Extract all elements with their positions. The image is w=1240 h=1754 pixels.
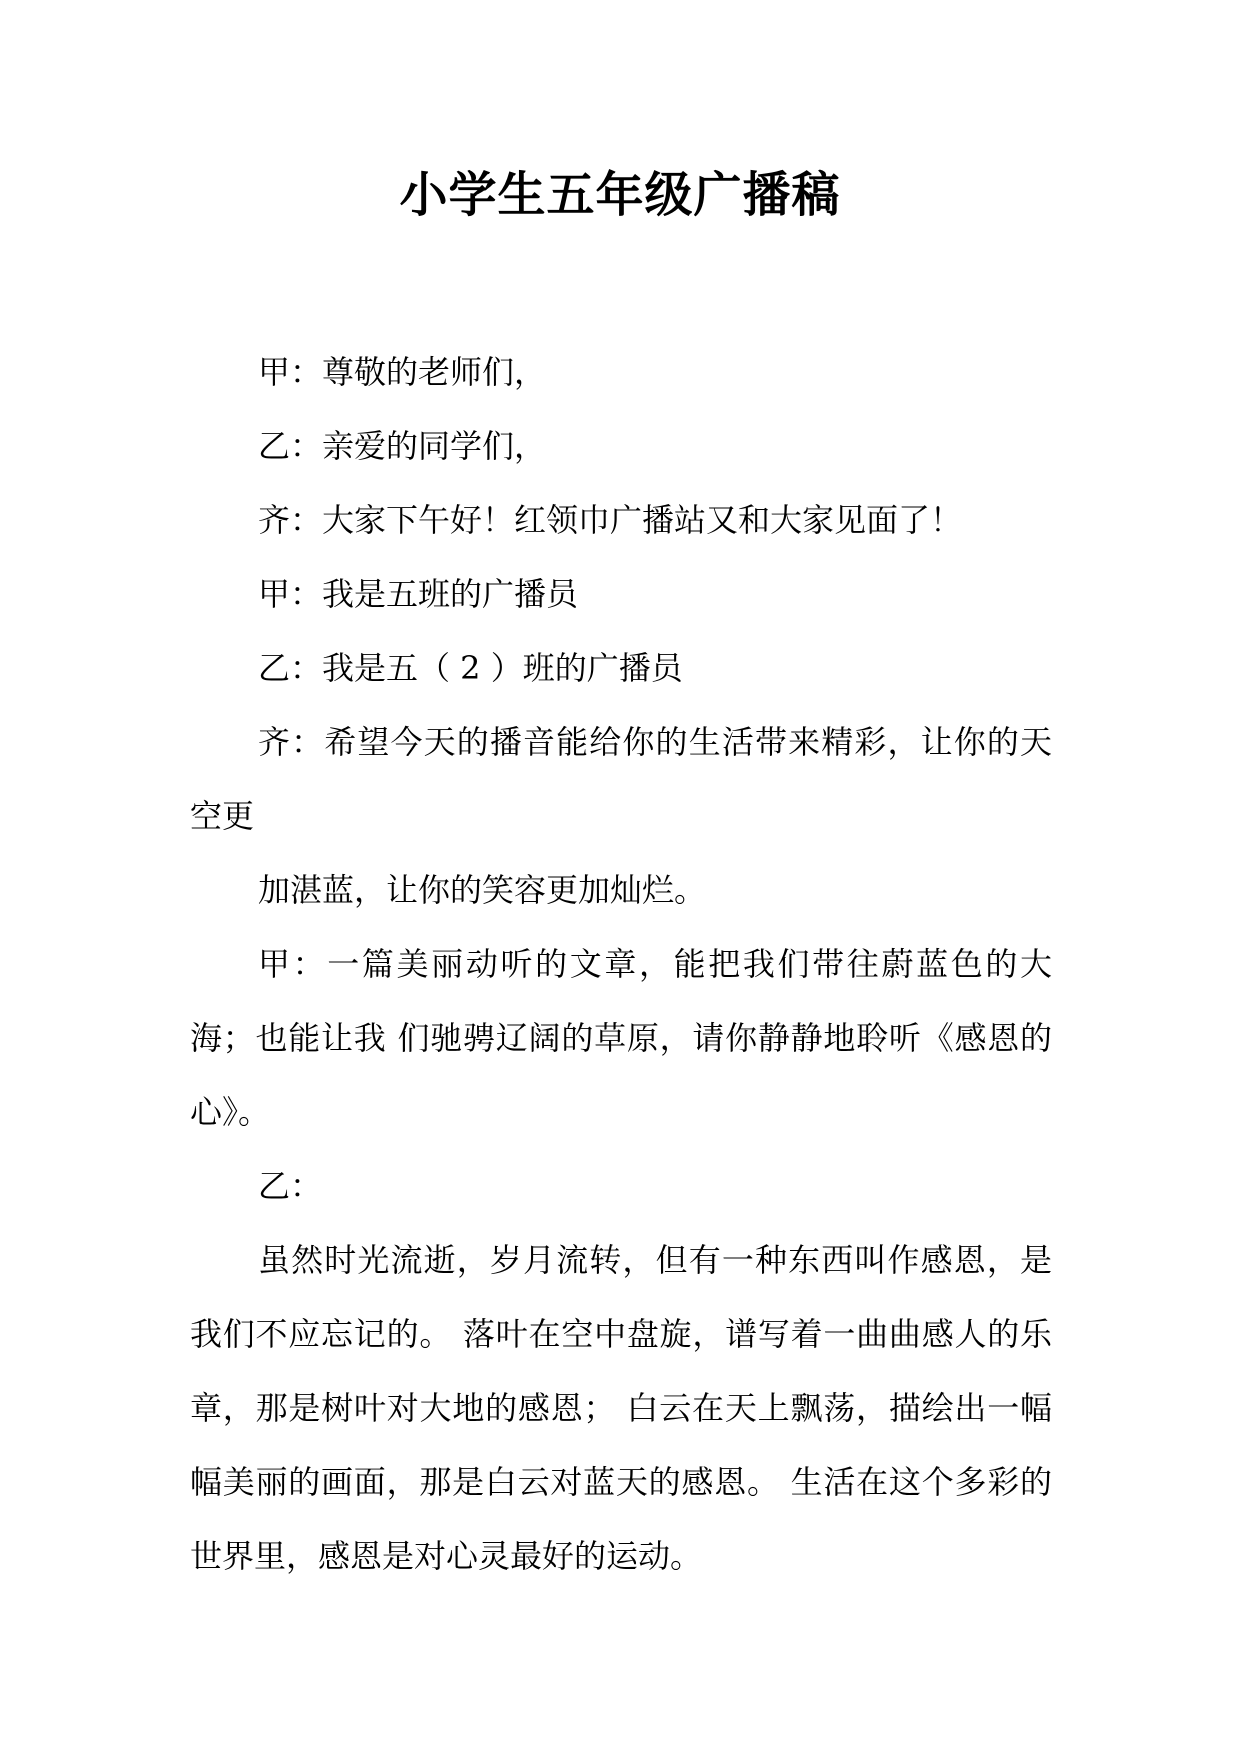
- document-body: [190, 335, 1052, 1593]
- paragraph-joint-welcome: 齐：大家下午好！红领巾广播站又和大家见面了！: [258, 501, 963, 539]
- paragraph-host-b-intro: 乙：我是五（ 2 ）班的广播员: [258, 649, 683, 687]
- paragraph-wish-continued: 加湛蓝，让你的笑容更加灿烂。: [258, 871, 707, 909]
- paragraph-joint-wish: 齐：希望今天的播音能给你的生活带来精彩，让你的天空更: [190, 723, 1052, 835]
- paragraph-host-a-intro: 甲：我是五班的广播员: [258, 575, 579, 613]
- paragraph-host-a-article: 甲：一篇美丽动听的文章，能把我们带往蔚蓝色的大海；也能让我 们驰骋辽阔的草原，请你静静地聆听《感恩的心》。: [190, 945, 1052, 1131]
- paragraph-greeting-students: 乙：亲爱的同学们，: [258, 427, 547, 465]
- paragraph-host-b-label: 乙：: [258, 1167, 323, 1205]
- paragraph-greeting-teachers: 甲：尊敬的老师们，: [258, 353, 547, 391]
- document-title: 小学生五年级广播稿: [399, 167, 841, 223]
- paragraph-gratitude: 虽然时光流逝，岁月流转，但有一种东西叫作感恩，是我们不应忘记的。 落叶在空中盘旋，谱写着一曲曲感人的乐章，那是树叶对大地的感恩； 白云在天上飘荡，描绘出一幅幅美丽的画面，那是白云对蓝天的感恩。 生活在这个多彩的世界里，感恩是对心灵最好的运动。: [190, 1241, 1052, 1575]
